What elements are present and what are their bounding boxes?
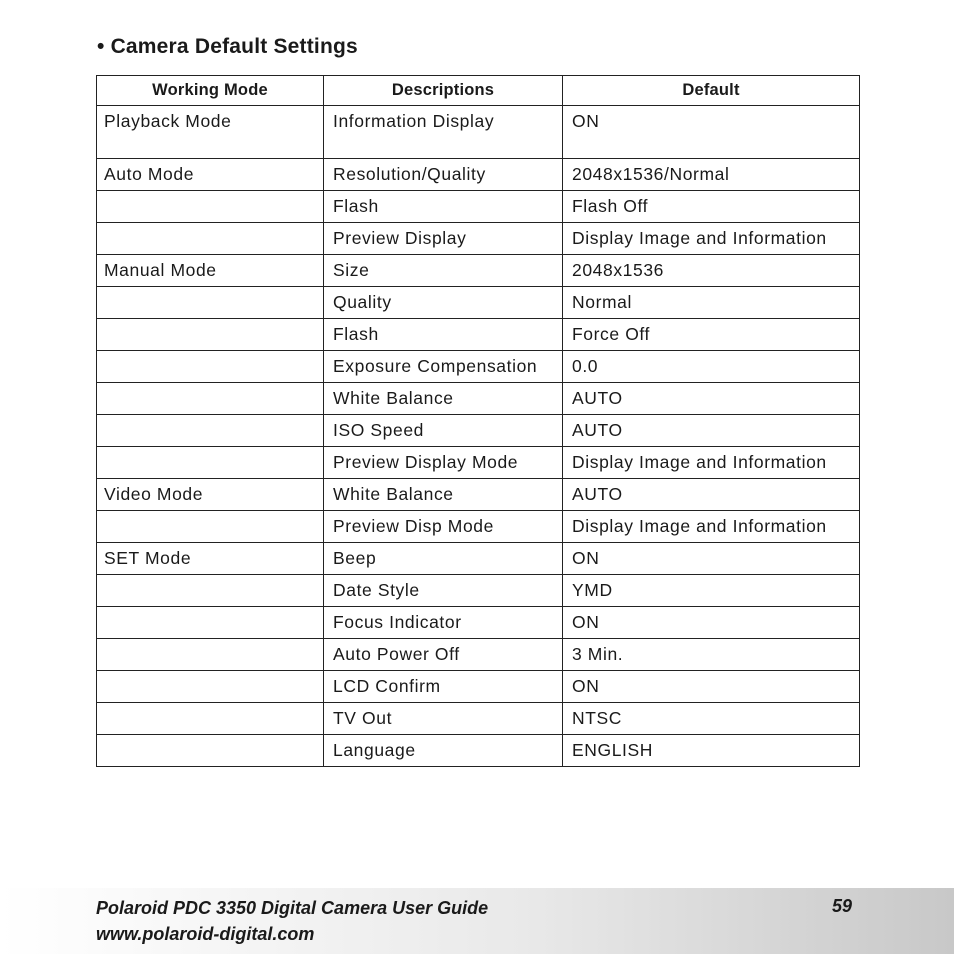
table-row (97, 703, 860, 735)
default-value-cell: Normal (563, 287, 860, 319)
default-value-cell: Display Image and Information (563, 223, 860, 255)
description-cell: Focus Indicator (324, 607, 563, 639)
section-title: Camera Default Settings (110, 35, 358, 58)
section-heading (97, 35, 358, 59)
working-mode-cell: Video Mode (97, 479, 324, 511)
working-mode-cell: Manual Mode (97, 255, 324, 287)
description-cell: TV Out (324, 703, 563, 735)
table-header-row (97, 76, 860, 106)
bullet-icon: • (97, 35, 105, 58)
table-row (97, 223, 860, 255)
table-row (97, 159, 860, 191)
table-row (97, 735, 860, 767)
description-cell: Language (324, 735, 563, 767)
working-mode-cell (97, 191, 324, 223)
table-row (97, 255, 860, 287)
table-row (97, 106, 860, 159)
description-cell: Quality (324, 287, 563, 319)
table-row (97, 351, 860, 383)
column-header-working-mode: Working Mode (97, 76, 324, 106)
table-row (97, 415, 860, 447)
column-header-descriptions: Descriptions (324, 76, 563, 106)
working-mode-cell (97, 319, 324, 351)
working-mode-cell (97, 575, 324, 607)
table-row (97, 287, 860, 319)
default-value-cell: Force Off (563, 319, 860, 351)
description-cell: Flash (324, 191, 563, 223)
working-mode-cell (97, 511, 324, 543)
table-row (97, 447, 860, 479)
website-url: www.polaroid-digital.com (96, 924, 315, 944)
description-cell: Date Style (324, 575, 563, 607)
working-mode-cell (97, 223, 324, 255)
description-cell: Auto Power Off (324, 639, 563, 671)
table-row (97, 511, 860, 543)
working-mode-cell: Auto Mode (97, 159, 324, 191)
table-row (97, 191, 860, 223)
description-cell: Size (324, 255, 563, 287)
default-value-cell: ON (563, 607, 860, 639)
default-value-cell: ON (563, 671, 860, 703)
page-footer (0, 888, 954, 954)
default-value-cell: YMD (563, 575, 860, 607)
description-cell: LCD Confirm (324, 671, 563, 703)
working-mode-cell (97, 671, 324, 703)
default-settings-table (96, 75, 860, 767)
default-value-cell: ON (563, 106, 860, 159)
default-value-cell: 2048x1536/Normal (563, 159, 860, 191)
description-cell: White Balance (324, 479, 563, 511)
description-cell: Preview Display Mode (324, 447, 563, 479)
description-cell: White Balance (324, 383, 563, 415)
table-row (97, 543, 860, 575)
default-value-cell: ENGLISH (563, 735, 860, 767)
default-value-cell: ON (563, 543, 860, 575)
description-cell: Preview Display (324, 223, 563, 255)
description-cell: Preview Disp Mode (324, 511, 563, 543)
description-cell: Flash (324, 319, 563, 351)
default-value-cell: Flash Off (563, 191, 860, 223)
default-value-cell: Display Image and Information (563, 511, 860, 543)
description-cell: ISO Speed (324, 415, 563, 447)
table-row (97, 479, 860, 511)
default-value-cell: AUTO (563, 479, 860, 511)
guide-title: Polaroid PDC 3350 Digital Camera User Guide (96, 898, 489, 918)
default-value-cell: AUTO (563, 383, 860, 415)
default-value-cell: 0.0 (563, 351, 860, 383)
table-row (97, 575, 860, 607)
working-mode-cell (97, 383, 324, 415)
column-header-default: Default (563, 76, 860, 106)
table-row (97, 319, 860, 351)
table-row (97, 607, 860, 639)
working-mode-cell (97, 639, 324, 671)
working-mode-cell (97, 287, 324, 319)
table-row (97, 639, 860, 671)
description-cell: Beep (324, 543, 563, 575)
page-number: 59 (832, 896, 853, 916)
working-mode-cell (97, 607, 324, 639)
working-mode-cell: Playback Mode (97, 106, 324, 159)
default-value-cell: NTSC (563, 703, 860, 735)
description-cell: Information Display (324, 106, 563, 159)
description-cell: Resolution/Quality (324, 159, 563, 191)
default-value-cell: 3 Min. (563, 639, 860, 671)
working-mode-cell (97, 351, 324, 383)
working-mode-cell (97, 447, 324, 479)
table-row (97, 671, 860, 703)
working-mode-cell: SET Mode (97, 543, 324, 575)
default-value-cell: 2048x1536 (563, 255, 860, 287)
working-mode-cell (97, 735, 324, 767)
table-row (97, 383, 860, 415)
default-value-cell: Display Image and Information (563, 447, 860, 479)
working-mode-cell (97, 703, 324, 735)
default-value-cell: AUTO (563, 415, 860, 447)
description-cell: Exposure Compensation (324, 351, 563, 383)
working-mode-cell (97, 415, 324, 447)
